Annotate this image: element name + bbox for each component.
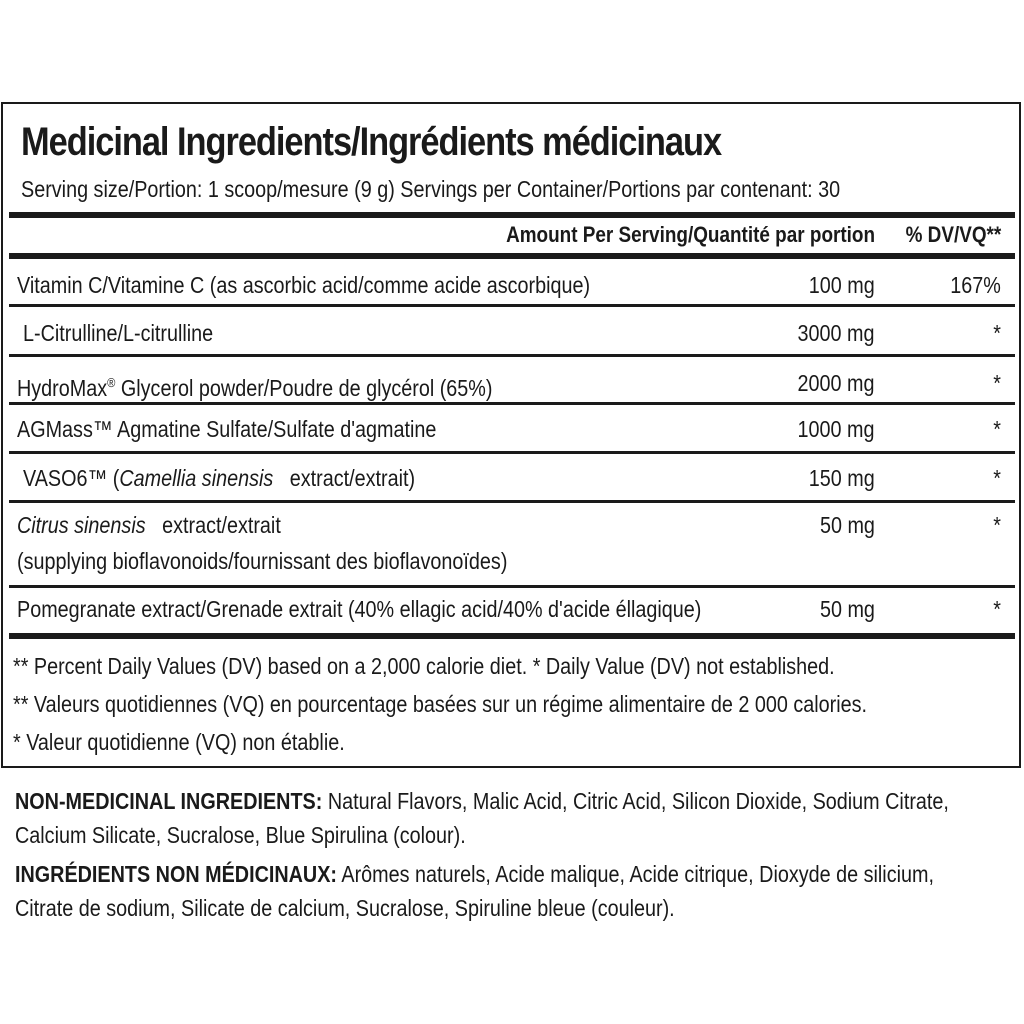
ingredient-dv: * <box>993 416 1001 442</box>
ingredient-name: L-Citrulline/L-citrulline <box>23 320 214 346</box>
non-medicinal-text-fr: Arômes naturels, Acide malique, Acide citrique, Dioxyde de silicium, Citrate de sodium, Silicate de calcium, Sucralose, Spiruline bleue (couleur). <box>15 861 934 921</box>
ingredient-dv: * <box>993 320 1001 346</box>
ingredient-dv: * <box>993 465 1001 491</box>
serving-info: Serving size/Portion: 1 scoop/mesure (9 g) Servings per Container/Portions par contenant: 30 <box>21 176 841 202</box>
header-divider <box>9 212 1015 218</box>
row-divider <box>9 402 1015 405</box>
ingredient-dv: 167% <box>950 272 1001 298</box>
non-medicinal-ingredients-fr <box>15 857 978 925</box>
panel-title: Medicinal Ingredients/Ingrédients médicinaux <box>21 120 722 164</box>
row-divider <box>9 354 1015 357</box>
ingredient-dv: * <box>993 596 1001 622</box>
amount-column-header: Amount Per Serving/Quantité par portion <box>506 222 875 247</box>
non-medicinal-label-fr: INGRÉDIENTS NON MÉDICINAUX: <box>15 861 337 887</box>
non-medicinal-text-en: Natural Flavors, Malic Acid, Citric Acid, Silicon Dioxide, Sodium Citrate, Calcium Silicate, Sucralose, Blue Spirulina (colour). <box>15 788 949 848</box>
non-medicinal-ingredients-en <box>15 784 978 852</box>
ingredient-name: VASO6™ (Camellia sinensis extract/extrait) <box>23 465 416 491</box>
footnote-line: * Valeur quotidienne (VQ) non établie. <box>13 729 345 755</box>
dv-column-header: % DV/VQ** <box>905 222 1001 247</box>
row-divider <box>9 451 1015 454</box>
ingredient-dv: * <box>993 512 1001 538</box>
ingredient-amount: 150 mg <box>809 465 875 491</box>
row-divider <box>9 500 1015 503</box>
row-divider <box>9 585 1015 588</box>
ingredient-amount: 50 mg <box>820 512 875 538</box>
ingredient-amount: 2000 mg <box>798 370 875 396</box>
header-bottom-divider <box>9 253 1015 259</box>
ingredient-name: Vitamin C/Vitamine C (as ascorbic acid/comme acide ascorbique) <box>17 272 591 298</box>
ingredient-name-line2: (supplying bioflavonoids/fournissant des bioflavonoïdes) <box>17 548 508 574</box>
ingredient-name: AGMass™ Agmatine Sulfate/Sulfate d'agmatine <box>17 416 437 442</box>
ingredient-name: HydroMax® Glycerol powder/Poudre de glycérol (65%) <box>17 375 493 401</box>
medicinal-ingredients-panel <box>1 102 1021 768</box>
ingredient-amount: 3000 mg <box>798 320 875 346</box>
row-divider <box>9 304 1015 307</box>
non-medicinal-label-en: NON-MEDICINAL INGREDIENTS: <box>15 788 323 814</box>
ingredient-name: Citrus sinensis extract/extrait <box>17 512 281 538</box>
ingredient-amount: 100 mg <box>809 272 875 298</box>
table-bottom-divider <box>9 633 1015 639</box>
ingredient-amount: 50 mg <box>820 596 875 622</box>
ingredient-dv: * <box>993 370 1001 396</box>
ingredient-amount: 1000 mg <box>798 416 875 442</box>
footnote-line: ** Percent Daily Values (DV) based on a 2,000 calorie diet. * Daily Value (DV) not established. <box>13 653 835 679</box>
footnote-line: ** Valeurs quotidiennes (VQ) en pourcentage basées sur un régime alimentaire de 2 000 calories. <box>13 691 867 717</box>
ingredient-name: Pomegranate extract/Grenade extrait (40% ellagic acid/40% d'acide éllagique) <box>17 596 702 622</box>
